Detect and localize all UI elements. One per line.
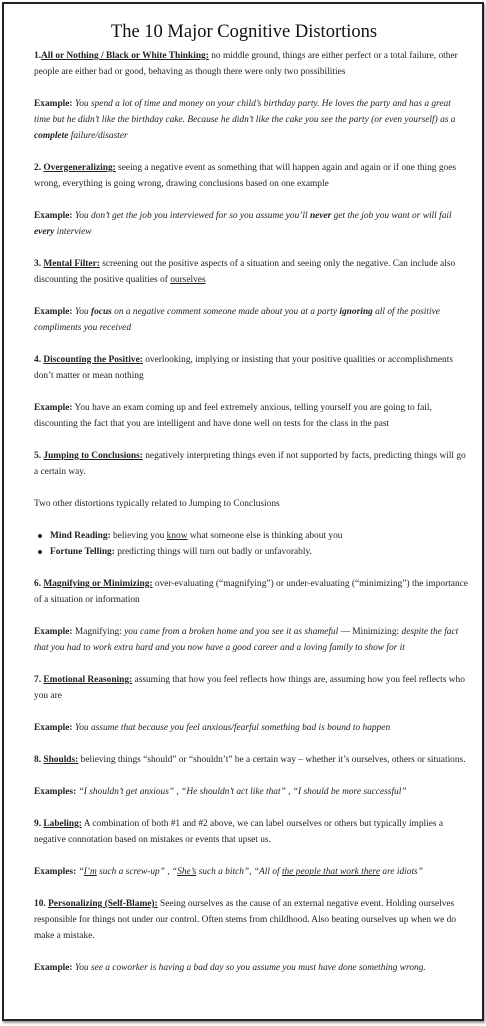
related-distortions-list <box>34 528 468 560</box>
distortion-2-example: Example: You don’t get the job you interviewed for so you assume you’ll never get the job you want or will fail every interview <box>34 211 452 237</box>
distortion-6-number: 6. <box>34 579 44 589</box>
distortion-4-number: 4. <box>34 355 44 365</box>
distortion-6-definition <box>34 576 468 608</box>
example-label: Examples: <box>34 787 77 797</box>
distortion-7-example: Example: You assume that because you feel anxious/fearful something bad is bound to happen <box>34 723 391 733</box>
distortion-10-term: Personalizing (Self-Blame): <box>48 899 158 909</box>
distortion-6-term: Magnifying or Minimizing: <box>43 579 153 589</box>
distortion-2-text: seeing a negative event as something that will happen again and again or if one thing goes wrong, everything is going wrong, drawing conclusions based on one example <box>34 163 457 189</box>
distortion-3-definition: 3. Mental Filter: screening out the positive aspects of a situation and seeing only the negative. Can include also discounting the positive qualities of ourselves <box>34 259 456 285</box>
distortion-9-example: Examples: “I’m such a screw-up” , “She’s such a bitch”, “All of the people that work there are idiots” <box>34 867 423 877</box>
distortion-10-example: Example: You see a coworker is having a bad day so you assume you must have done something wrong. <box>34 963 426 973</box>
distortion-7-definition <box>34 672 468 704</box>
distortion-1-term: All or Nothing / Black or White Thinking: <box>41 51 209 61</box>
example-label: Example: <box>34 403 73 413</box>
distortion-9-text: A combination of both #1 and #2 above, we can label ourselves or others but typically implies a negative connotation based on mistakes or events that upset us. <box>34 819 444 845</box>
distortion-8-number: 8. <box>34 755 44 765</box>
example-label: Example: <box>34 963 73 973</box>
distortion-10-text: Seeing ourselves as the cause of an external negative event. Holding ourselves responsible for things not under our control. Often stems from childhood. Also beating ourselves up when we do make a mistake. <box>34 899 457 941</box>
distortion-5-number: 5. <box>34 451 44 461</box>
distortion-8-example: Examples: “I shouldn’t get anxious” , “He shouldn’t act like that” , “I should be more successful” <box>34 787 407 797</box>
example-label: Example: <box>34 307 73 317</box>
example-label: Examples: <box>34 867 77 877</box>
example-label: Example: <box>34 99 73 109</box>
distortion-3-text: screening out the positive aspects of a situation and seeing only the negative. Can include also discounting the positive qualities of <box>34 259 456 285</box>
distortion-2-term: Overgeneralizing: <box>43 163 116 173</box>
distortion-7-term: Emotional Reasoning: <box>43 675 133 685</box>
distortion-5-text: negatively interpreting things even if not supported by facts, predicting things will go a certain way. <box>34 451 466 477</box>
distortion-2-number: 2. <box>34 163 44 173</box>
distortion-1-definition <box>34 48 468 80</box>
list-item-fortune-telling: Fortune Telling: predicting things will turn out badly or unfavorably. <box>50 544 468 560</box>
distortion-4-text: overlooking, implying or insisting that your positive qualities or accomplishments don’t matter or mean nothing <box>34 355 453 381</box>
example-label: Example: <box>34 627 73 637</box>
distortion-1-text: no middle ground, things are either perfect or a total failure, other people are either bad or good, behaving as though there were only two possibilities <box>34 51 458 77</box>
distortion-5-term: Jumping to Conclusions: <box>43 451 143 461</box>
distortion-1-number: 1. <box>34 51 42 61</box>
distortion-9-term: Labeling: <box>43 819 82 829</box>
distortion-7-number: 7. <box>34 675 44 685</box>
distortion-8-text: believing things “should” or “shouldn’t” be a certain way – whether it’s ourselves, others or situations. <box>78 755 466 765</box>
distortion-2-definition <box>34 160 468 192</box>
distortion-3-example: Example: You focus on a negative comment someone made about you at a party ignoring all of the positive compliments you received <box>34 307 440 333</box>
distortion-6-example: Example: Magnifying: you came from a broken home and you see it as shameful — Minimizing: despite the fact that you had to work extra hard and you now have a good career and a loving family to show for it <box>34 627 459 653</box>
distortion-10-number: 10. <box>34 899 49 909</box>
distortion-10-definition <box>34 896 468 944</box>
distortion-9-definition <box>34 816 468 848</box>
distortion-6-text: over-evaluating (“magnifying”) or under-evaluating (“minimizing”) the importance of a situation or information <box>34 579 468 605</box>
distortion-4-definition <box>34 352 468 384</box>
distortion-3-number: 3. <box>34 259 44 269</box>
distortion-9-number: 9. <box>34 819 44 829</box>
distortion-8-term: Shoulds: <box>43 755 79 765</box>
distortion-8-definition <box>34 752 468 768</box>
example-label: Example: <box>34 211 73 221</box>
distortion-5-definition <box>34 448 468 480</box>
distortion-4-term: Discounting the Positive: <box>43 355 143 365</box>
distortion-3-term: Mental Filter: <box>43 259 100 269</box>
list-item-mind-reading: Mind Reading: believing you know what someone else is thinking about you <box>50 528 468 544</box>
distortion-4-example: Example: You have an exam coming up and feel extremely anxious, telling yourself you are going to fail, discounting the fact that you are intelligent and have done well on tests for the class in the past <box>34 403 432 429</box>
page-title: The 10 Major Cognitive Distortions <box>110 22 378 42</box>
distortion-7-text: assuming that how you feel reflects how things are, assuming how you feel reflects who you are <box>34 675 465 701</box>
related-distortions-intro: Two other distortions typically related to Jumping to Conclusions <box>34 499 280 509</box>
example-label: Example: <box>34 723 73 733</box>
document-page <box>2 2 484 1021</box>
distortion-1-example: Example: You spend a lot of time and money on your child’s birthday party. He loves the party and has a great time but he didn’t like the birthday cake. Because he didn’t like the cake you see the party (or even yourself) as a complete failure/disaster <box>34 99 456 141</box>
